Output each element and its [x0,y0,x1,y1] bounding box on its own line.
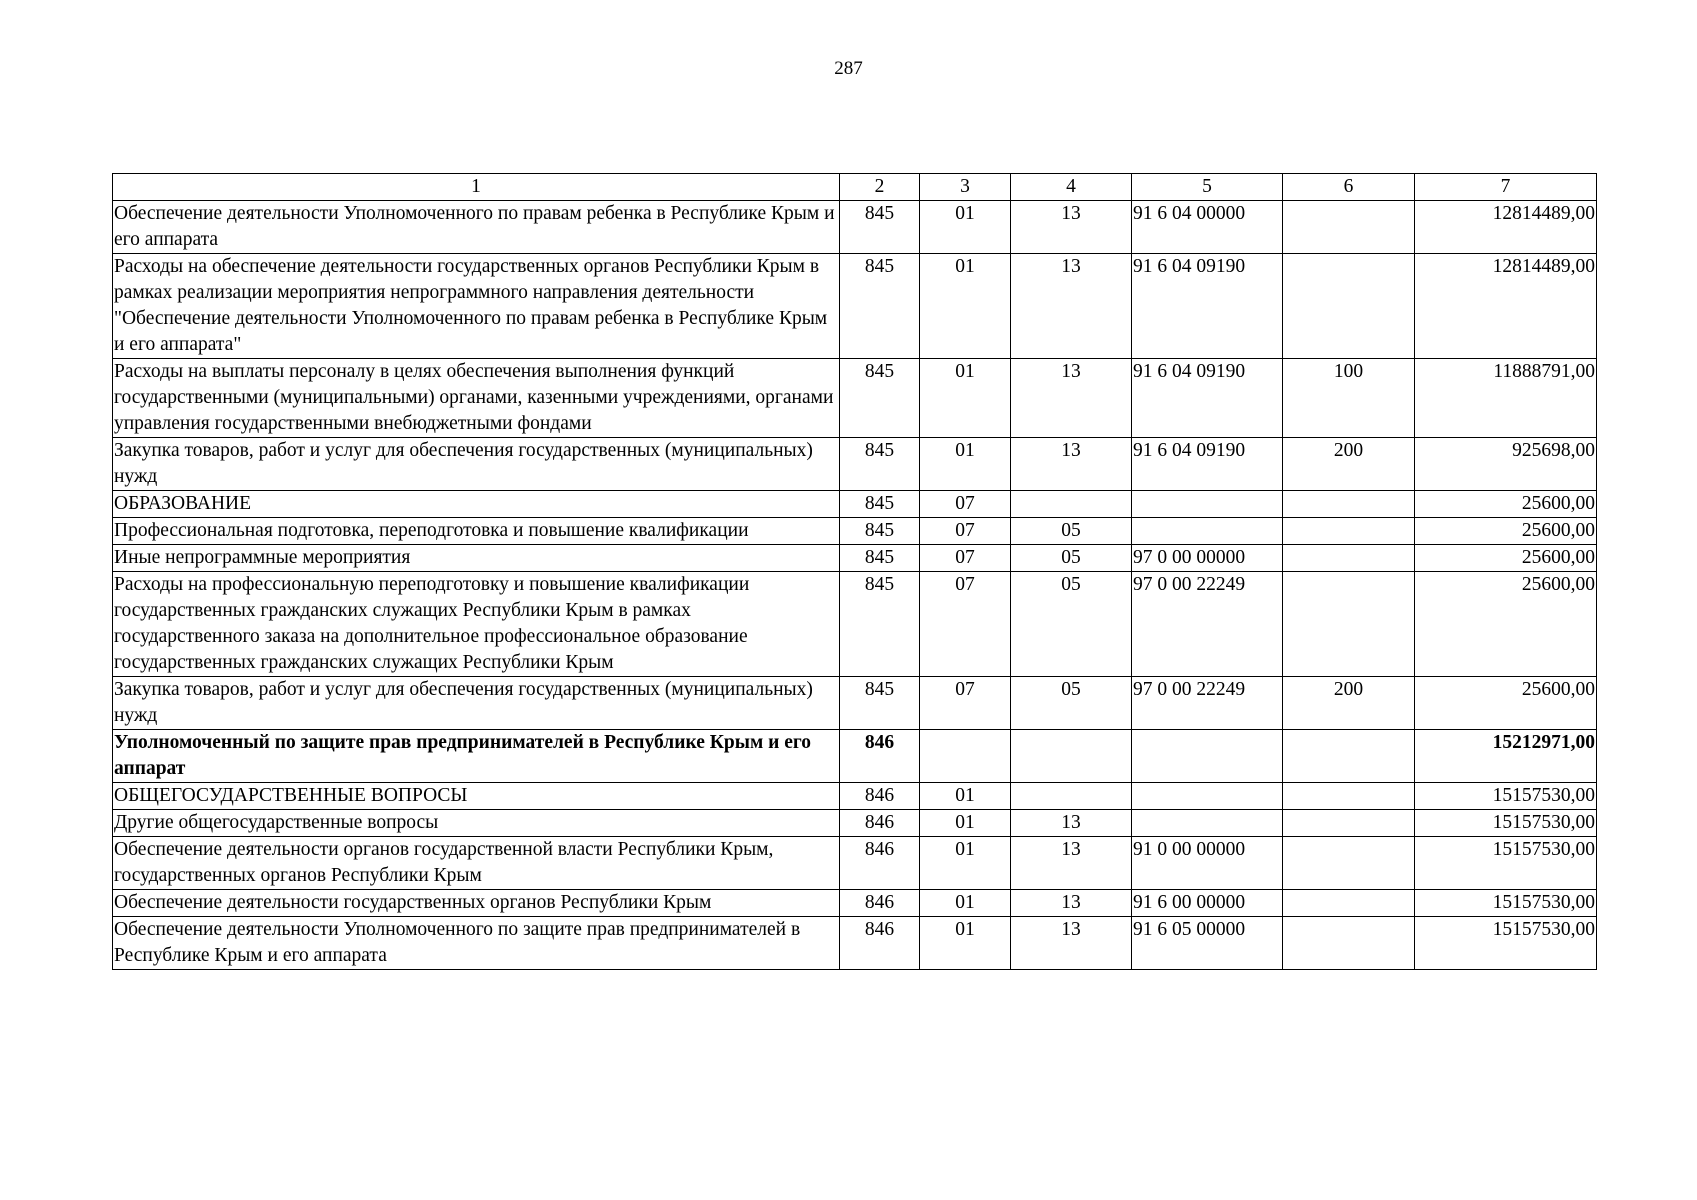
row-name: Уполномоченный по защите прав предпринимателей в Республике Крым и его аппарат [113,730,840,783]
table-row [113,518,1597,545]
row-amount: 25600,00 [1415,491,1597,518]
row-name: Закупка товаров, работ и услуг для обеспечения государственных (муниципальных) нужд [113,677,840,730]
row-amount: 12814489,00 [1415,201,1597,254]
budget-table [112,173,1597,970]
row-subsection-code: 13 [1011,359,1132,438]
row-grbs-code: 845 [840,254,920,359]
column-header-2: 2 [840,174,920,201]
row-section-code: 01 [920,254,1011,359]
table-row [113,201,1597,254]
row-section-code: 07 [920,572,1011,677]
row-target-article-code: 97 0 00 00000 [1132,545,1283,572]
row-target-article-code: 91 0 00 00000 [1132,837,1283,890]
row-section-code: 01 [920,201,1011,254]
row-subsection-code: 13 [1011,810,1132,837]
row-name: ОБЩЕГОСУДАРСТВЕННЫЕ ВОПРОСЫ [113,783,840,810]
row-subsection-code: 05 [1011,545,1132,572]
row-subsection-code: 13 [1011,438,1132,491]
table-body [113,201,1597,970]
row-amount: 25600,00 [1415,545,1597,572]
row-target-article-code: 91 6 05 00000 [1132,917,1283,970]
column-header-7: 7 [1415,174,1597,201]
table-row [113,677,1597,730]
row-expense-type-code [1283,917,1415,970]
row-grbs-code: 846 [840,810,920,837]
row-target-article-code: 91 6 04 09190 [1132,254,1283,359]
table-row [113,810,1597,837]
row-amount: 12814489,00 [1415,254,1597,359]
row-amount: 25600,00 [1415,518,1597,545]
row-target-article-code: 97 0 00 22249 [1132,677,1283,730]
row-amount: 15157530,00 [1415,837,1597,890]
row-target-article-code [1132,810,1283,837]
row-subsection-code: 13 [1011,837,1132,890]
row-section-code: 01 [920,890,1011,917]
row-grbs-code: 845 [840,545,920,572]
row-amount: 25600,00 [1415,677,1597,730]
row-section-code: 01 [920,438,1011,491]
row-target-article-code: 91 6 04 09190 [1132,438,1283,491]
row-name: Обеспечение деятельности государственных органов Республики Крым [113,890,840,917]
row-expense-type-code: 100 [1283,359,1415,438]
row-target-article-code [1132,730,1283,783]
row-section-code: 07 [920,518,1011,545]
row-subsection-code: 05 [1011,677,1132,730]
table-row [113,359,1597,438]
row-grbs-code: 846 [840,783,920,810]
row-target-article-code: 97 0 00 22249 [1132,572,1283,677]
row-expense-type-code [1283,518,1415,545]
row-target-article-code: 91 6 04 00000 [1132,201,1283,254]
row-grbs-code: 845 [840,438,920,491]
row-target-article-code [1132,491,1283,518]
row-expense-type-code [1283,837,1415,890]
row-expense-type-code: 200 [1283,438,1415,491]
row-name: Расходы на выплаты персоналу в целях обеспечения выполнения функций государственными (муниципальными) органами, казенными учреждениями, органами управления государственными внебюджетными фондами [113,359,840,438]
row-name: Профессиональная подготовка, переподготовка и повышение квалификации [113,518,840,545]
row-target-article-code: 91 6 04 09190 [1132,359,1283,438]
row-grbs-code: 845 [840,201,920,254]
row-grbs-code: 846 [840,837,920,890]
row-subsection-code [1011,783,1132,810]
table-row [113,545,1597,572]
row-name: Другие общегосударственные вопросы [113,810,840,837]
row-expense-type-code [1283,890,1415,917]
row-expense-type-code [1283,201,1415,254]
row-section-code: 01 [920,783,1011,810]
header-row [113,174,1597,201]
column-header-5: 5 [1132,174,1283,201]
row-name: Расходы на профессиональную переподготовку и повышение квалификации государственных гражданских служащих Республики Крым в рамках государственного заказа на дополнительное профессиональное образование государственных гражданских служащих Республики Крым [113,572,840,677]
row-expense-type-code [1283,254,1415,359]
row-section-code: 01 [920,359,1011,438]
row-target-article-code: 91 6 00 00000 [1132,890,1283,917]
row-expense-type-code: 200 [1283,677,1415,730]
row-subsection-code [1011,491,1132,518]
row-grbs-code: 845 [840,491,920,518]
row-amount: 15157530,00 [1415,890,1597,917]
row-amount: 15157530,00 [1415,810,1597,837]
column-header-3: 3 [920,174,1011,201]
row-amount: 15157530,00 [1415,783,1597,810]
row-name: ОБРАЗОВАНИЕ [113,491,840,518]
row-grbs-code: 846 [840,730,920,783]
row-amount: 25600,00 [1415,572,1597,677]
row-target-article-code [1132,783,1283,810]
row-grbs-code: 845 [840,359,920,438]
row-subsection-code: 13 [1011,201,1132,254]
row-section-code: 07 [920,677,1011,730]
column-header-4: 4 [1011,174,1132,201]
row-expense-type-code [1283,572,1415,677]
row-grbs-code: 845 [840,572,920,677]
table-row [113,917,1597,970]
row-expense-type-code [1283,730,1415,783]
table-row [113,730,1597,783]
column-header-1: 1 [113,174,840,201]
row-expense-type-code [1283,810,1415,837]
row-grbs-code: 845 [840,518,920,545]
table-row [113,783,1597,810]
row-subsection-code: 05 [1011,518,1132,545]
row-subsection-code [1011,730,1132,783]
row-subsection-code: 13 [1011,917,1132,970]
page-number: 287 [834,58,863,79]
table-row [113,837,1597,890]
row-expense-type-code [1283,491,1415,518]
table-row [113,254,1597,359]
row-target-article-code [1132,518,1283,545]
row-name: Обеспечение деятельности Уполномоченного по правам ребенка в Республике Крым и его аппарата [113,201,840,254]
row-subsection-code: 13 [1011,254,1132,359]
row-name: Обеспечение деятельности Уполномоченного по защите прав предпринимателей в Республике Крым и его аппарата [113,917,840,970]
row-subsection-code: 13 [1011,890,1132,917]
row-subsection-code: 05 [1011,572,1132,677]
row-expense-type-code [1283,783,1415,810]
row-section-code: 07 [920,491,1011,518]
row-section-code: 01 [920,917,1011,970]
column-header-6: 6 [1283,174,1415,201]
row-amount: 15157530,00 [1415,917,1597,970]
row-name: Обеспечение деятельности органов государственной власти Республики Крым, государственных органов Республики Крым [113,837,840,890]
row-amount: 11888791,00 [1415,359,1597,438]
row-expense-type-code [1283,545,1415,572]
row-section-code: 01 [920,810,1011,837]
row-grbs-code: 846 [840,890,920,917]
table-row [113,572,1597,677]
table-row [113,491,1597,518]
table-row [113,438,1597,491]
row-section-code: 07 [920,545,1011,572]
row-grbs-code: 845 [840,677,920,730]
row-name: Закупка товаров, работ и услуг для обеспечения государственных (муниципальных) нужд [113,438,840,491]
row-name: Иные непрограммные мероприятия [113,545,840,572]
row-grbs-code: 846 [840,917,920,970]
row-name: Расходы на обеспечение деятельности государственных органов Республики Крым в рамках реализации мероприятия непрограммного направления деятельности "Обеспечение деятельности Уполномоченного по правам ребенка в Республике Крым и его аппарата" [113,254,840,359]
row-amount: 925698,00 [1415,438,1597,491]
row-section-code: 01 [920,837,1011,890]
table-row [113,890,1597,917]
row-amount: 15212971,00 [1415,730,1597,783]
row-section-code [920,730,1011,783]
